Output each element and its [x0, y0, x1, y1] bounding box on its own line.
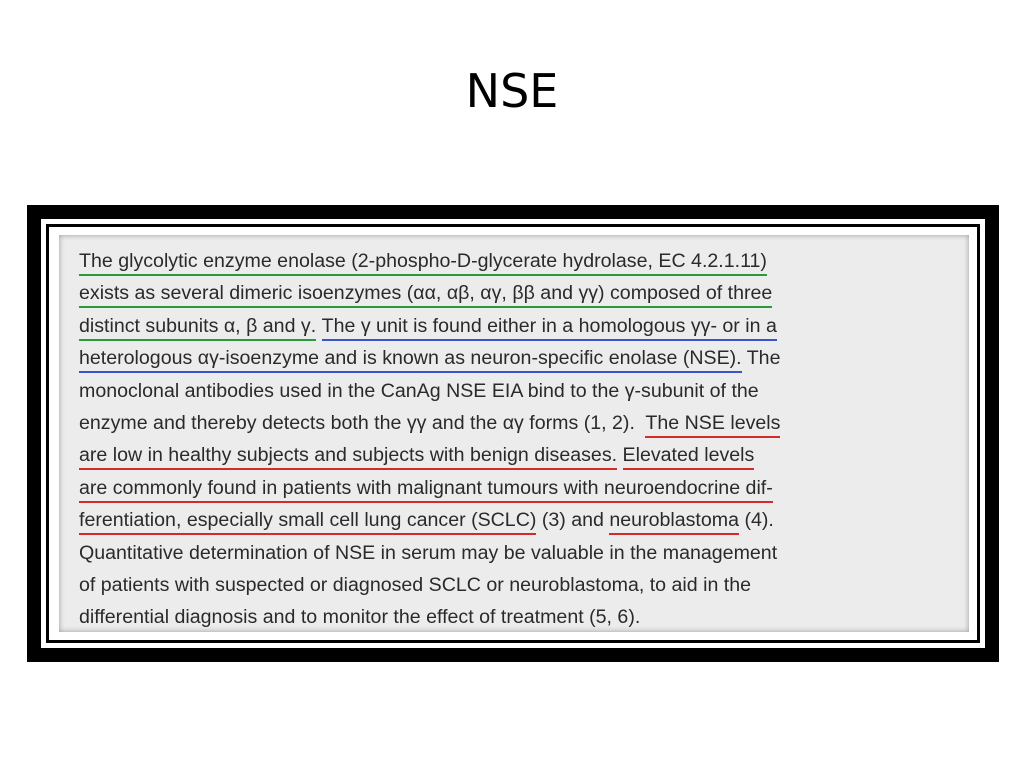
slide-title: NSE: [465, 64, 559, 118]
text-segment: (3) and: [536, 509, 610, 532]
excerpt-line: [79, 472, 969, 504]
excerpt-line: [79, 310, 969, 342]
text-segment: (4).: [739, 509, 774, 532]
underlined-text-segment: exists as several dimeric isoenzymes (αα, αβ, αγ, ββ and γγ) composed of three: [79, 282, 772, 308]
excerpt-line: [79, 504, 969, 536]
excerpt-line: [79, 601, 969, 633]
text-segment: monoclonal antibodies used in the CanAg NSE EIA bind to the γ-subunit of the: [79, 379, 759, 402]
underlined-text-segment: are low in healthy subjects and subjects with benign diseases.: [79, 444, 617, 470]
underlined-text-segment: Elevated levels: [623, 444, 755, 470]
excerpt-line: [79, 569, 969, 601]
text-segment: differential diagnosis and to monitor the effect of treatment (5, 6).: [79, 606, 641, 629]
underlined-text-segment: The glycolytic enzyme enolase (2-phospho-D-glycerate hydrolase, EC 4.2.1.11): [79, 250, 767, 276]
text-segment: enzyme and thereby detects both the γγ and the αγ forms (1, 2).: [79, 411, 646, 434]
underlined-text-segment: The γ unit is found either in a homologous γγ- or in a: [322, 315, 777, 341]
excerpt-line: [79, 245, 969, 277]
underlined-text-segment: heterologous αγ-isoenzyme and is known as neuron-specific enolase (NSE).: [79, 347, 742, 373]
underlined-text-segment: The NSE levels: [645, 412, 780, 438]
excerpt-line: [79, 375, 969, 407]
excerpt-line: [79, 342, 969, 374]
excerpt-line: [79, 439, 969, 471]
text-segment: of patients with suspected or diagnosed SCLC or neuroblastoma, to aid in the: [79, 573, 752, 596]
underlined-text-segment: neuroblastoma: [609, 509, 739, 535]
underlined-text-segment: distinct subunits α, β and γ.: [79, 315, 316, 341]
text-segment: [617, 444, 622, 468]
excerpt-line: [79, 407, 969, 439]
excerpt-frame-border: [46, 224, 980, 643]
excerpt-line: [79, 537, 969, 569]
excerpt-frame: [27, 205, 999, 662]
excerpt-line: [79, 277, 969, 309]
text-segment: [316, 315, 321, 339]
underlined-text-segment: are commonly found in patients with malignant tumours with neuroendocrine dif-: [79, 477, 773, 503]
scanned-text-excerpt: [59, 235, 969, 632]
underlined-text-segment: ferentiation, especially small cell lung cancer (SCLC): [79, 509, 536, 535]
text-segment: Quantitative determination of NSE in serum may be valuable in the management: [79, 541, 778, 564]
text-segment: The: [741, 347, 781, 370]
excerpt-frame-inner: [41, 219, 985, 648]
